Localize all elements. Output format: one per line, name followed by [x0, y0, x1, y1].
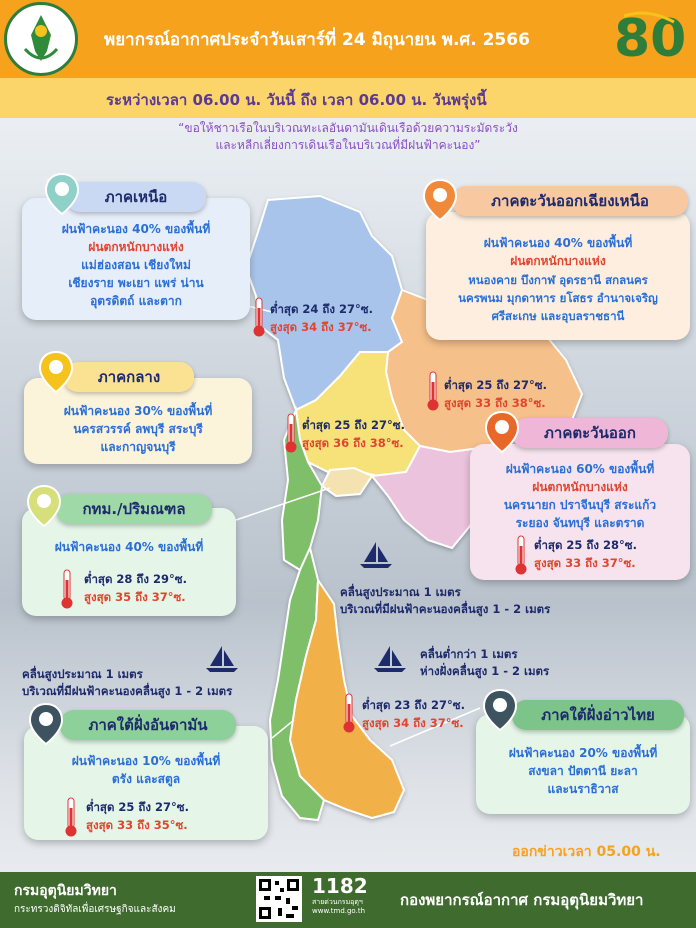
east-area-1: นครนายก ปราจีนบุรี สระแก้ว	[503, 498, 657, 512]
location-pin-icon	[484, 410, 520, 454]
east-temp	[534, 536, 637, 572]
south-andaman-tag	[60, 710, 236, 740]
thermometer-icon	[60, 568, 74, 610]
website[interactable]: www.tmd.go.th	[312, 907, 365, 915]
hotline-info	[312, 898, 365, 916]
north-temp-low: ต่ำสุด 24 ถึง 27°ซ.	[270, 302, 373, 316]
northeast-name: ภาคตะวันออกเฉียงเหนือ	[491, 192, 649, 210]
wave-andaman-2: บริเวณที่มีฝนฟ้าคะนองคลื่นสูง 1 - 2 เมตร	[22, 684, 233, 698]
location-pin-icon	[28, 702, 64, 746]
footer-division: กองพยากรณ์อากาศ กรมอุตุนิยมวิทยา	[400, 891, 644, 909]
south-gulf-temp	[362, 696, 465, 732]
sailboat-icon	[370, 644, 410, 674]
location-pin-icon	[422, 178, 458, 222]
north-area-1: แม่ฮ่องสอน เชียงใหม่	[81, 258, 191, 272]
anniversary-80-text: 80	[614, 9, 687, 69]
east-temp-high: สูงสุด 33 ถึง 37°ซ.	[534, 556, 636, 570]
north-temp	[270, 300, 373, 336]
header-bar	[0, 0, 696, 78]
central-rain: ฝนฟ้าคะนอง 30% ของพื้นที่	[63, 404, 213, 418]
northeast-temp-low: ต่ำสุด 25 ถึง 27°ซ.	[444, 378, 547, 392]
northeast-heavy: ฝนตกหนักบางแห่ง	[510, 254, 606, 268]
central-tag	[64, 362, 194, 392]
north-card	[22, 198, 250, 320]
wave-upper-gulf-1: คลื่นสูงประมาณ 1 เมตร	[340, 585, 461, 599]
hotline-number: 1182	[312, 874, 368, 898]
central-temp-low: ต่ำสุด 25 ถึง 27°ซ.	[302, 418, 405, 432]
time-range-text: ระหว่างเวลา 06.00 น. วันนี้ ถึง เวลา 06.00 น. วันพรุ่งนี้	[106, 91, 487, 109]
wave-lower-gulf-2: ห่างฝั่งคลื่นสูง 1 - 2 เมตร	[420, 664, 550, 678]
northeast-area-2: นครพนม มุกดาหาร ยโสธร อำนาจเจริญ	[458, 291, 658, 305]
northeast-temp	[444, 376, 547, 412]
time-range-bar	[0, 78, 696, 118]
wave-andaman-1: คลื่นสูงประมาณ 1 เมตร	[22, 667, 143, 681]
footer-org: กรมอุตุนิยมวิทยา	[14, 883, 117, 899]
location-pin-icon	[26, 484, 62, 528]
thermometer-icon	[342, 692, 356, 734]
south-gulf-area-1: สงขลา ปัตตานี ยะลา	[528, 764, 638, 778]
northeast-area-1: หนองคาย บึงกาฬ อุดรธานี สกลนคร	[468, 273, 648, 287]
hotline-sub: สายด่วนกรมอุตุฯ	[312, 898, 363, 906]
south-gulf-rain: ฝนฟ้าคะนอง 20% ของพื้นที่	[508, 746, 658, 760]
east-heavy: ฝนตกหนักบางแห่ง	[532, 480, 628, 494]
wave-upper-gulf-2: บริเวณที่มีฝนฟ้าคะนองคลื่นสูง 1 - 2 เมตร	[340, 602, 551, 616]
sailboat-icon	[356, 540, 396, 570]
marine-notice	[0, 120, 696, 154]
northeast-card	[426, 212, 690, 340]
location-pin-icon	[38, 350, 74, 394]
tmd-logo	[4, 2, 78, 76]
east-temp-low: ต่ำสุด 25 ถึง 28°ซ.	[534, 538, 637, 552]
wave-andaman	[22, 666, 232, 700]
bangkok-rain: ฝนฟ้าคะนอง 40% ของพื้นที่	[54, 540, 204, 554]
bangkok-temp	[84, 570, 187, 606]
south-andaman-temp-low: ต่ำสุด 25 ถึง 27°ซ.	[86, 800, 189, 814]
east-area-2: ระยอง จันทบุรี และตราด	[515, 516, 645, 530]
northeast-rain: ฝนฟ้าคะนอง 40% ของพื้นที่	[483, 236, 633, 250]
north-area-2: เชียงราย พะเยา แพร่ น่าน	[68, 276, 204, 290]
thermometer-icon	[514, 534, 528, 576]
south-andaman-rain: ฝนฟ้าคะนอง 10% ของพื้นที่	[71, 754, 221, 768]
south-andaman-temp-high: สูงสุด 33 ถึง 35°ซ.	[86, 818, 188, 832]
north-temp-high: สูงสุด 34 ถึง 37°ซ.	[270, 320, 372, 334]
notice-line-2: และหลีกเลี่ยงการเดินเรือในบริเวณที่มีฝนฟ้าคะนอง”	[215, 138, 481, 152]
east-tag	[512, 418, 668, 448]
wave-lower-gulf-1: คลื่นต่ำกว่า 1 เมตร	[420, 647, 518, 661]
bangkok-tag	[56, 494, 212, 524]
south-gulf-name: ภาคใต้ฝั่งอ่าวไทย	[541, 706, 655, 724]
central-temp-high: สูงสุด 36 ถึง 38°ซ.	[302, 436, 404, 450]
north-name: ภาคเหนือ	[104, 188, 168, 206]
bangkok-temp-high: สูงสุด 35 ถึง 37°ซ.	[84, 590, 186, 604]
north-area-3: อุตรดิตถ์ และตาก	[90, 294, 182, 308]
northeast-tag	[452, 186, 688, 216]
thermometer-icon	[426, 370, 440, 412]
central-area-2: และกาญจนบุรี	[100, 440, 176, 454]
location-pin-icon	[482, 688, 518, 732]
central-name: ภาคกลาง	[97, 368, 161, 386]
footer-bar	[0, 872, 696, 928]
thermometer-icon	[252, 296, 266, 338]
south-gulf-tag	[512, 700, 684, 730]
notice-line-1: “ขอให้ชาวเรือในบริเวณทะเลอันดามันเดินเรือด้วยความระมัดระวัง	[178, 121, 518, 135]
central-area-1: นครสวรรค์ ลพบุรี สระบุรี	[73, 422, 203, 436]
south-gulf-area-2: และนราธิวาส	[547, 782, 619, 796]
south-gulf-temp-high: สูงสุด 34 ถึง 37°ซ.	[362, 716, 464, 730]
south-andaman-name: ภาคใต้ฝั่งอันดามัน	[88, 716, 208, 734]
issued-time: ออกข่าวเวลา 05.00 น.	[512, 844, 661, 860]
east-card	[470, 444, 690, 580]
thermometer-icon	[284, 412, 298, 454]
anniversary-logo	[604, 4, 692, 72]
east-rain: ฝนฟ้าคะนอง 60% ของพื้นที่	[505, 462, 655, 476]
location-pin-icon	[44, 172, 80, 216]
bangkok-name: กทม./ปริมณฑล	[82, 500, 186, 518]
northeast-area-3: ศรีสะเกษ และอุบลราชธานี	[491, 309, 625, 323]
central-temp	[302, 416, 405, 452]
bangkok-temp-low: ต่ำสุด 28 ถึง 29°ซ.	[84, 572, 187, 586]
north-heavy: ฝนตกหนักบางแห่ง	[88, 240, 184, 254]
footer-ministry: กระทรวงดิจิทัลเพื่อเศรษฐกิจและสังคม	[14, 904, 176, 915]
north-rain: ฝนฟ้าคะนอง 40% ของพื้นที่	[61, 222, 211, 236]
south-gulf-temp-low: ต่ำสุด 23 ถึง 27°ซ.	[362, 698, 465, 712]
bangkok-region-shape	[322, 468, 372, 496]
wave-upper-gulf	[340, 584, 550, 618]
wave-lower-gulf	[420, 646, 549, 680]
thermometer-icon	[64, 796, 78, 838]
page-title: พยากรณ์อากาศประจำวันเสาร์ที่ 24 มิถุนายน พ.ศ. 2566	[104, 30, 530, 50]
north-tag	[66, 182, 206, 212]
qr-code-icon[interactable]	[256, 876, 302, 922]
east-name: ภาคตะวันออก	[544, 424, 636, 442]
south-andaman-area: ตรัง และสตูล	[111, 772, 181, 786]
south-andaman-temp	[86, 798, 189, 834]
northeast-temp-high: สูงสุด 33 ถึง 38°ซ.	[444, 396, 546, 410]
